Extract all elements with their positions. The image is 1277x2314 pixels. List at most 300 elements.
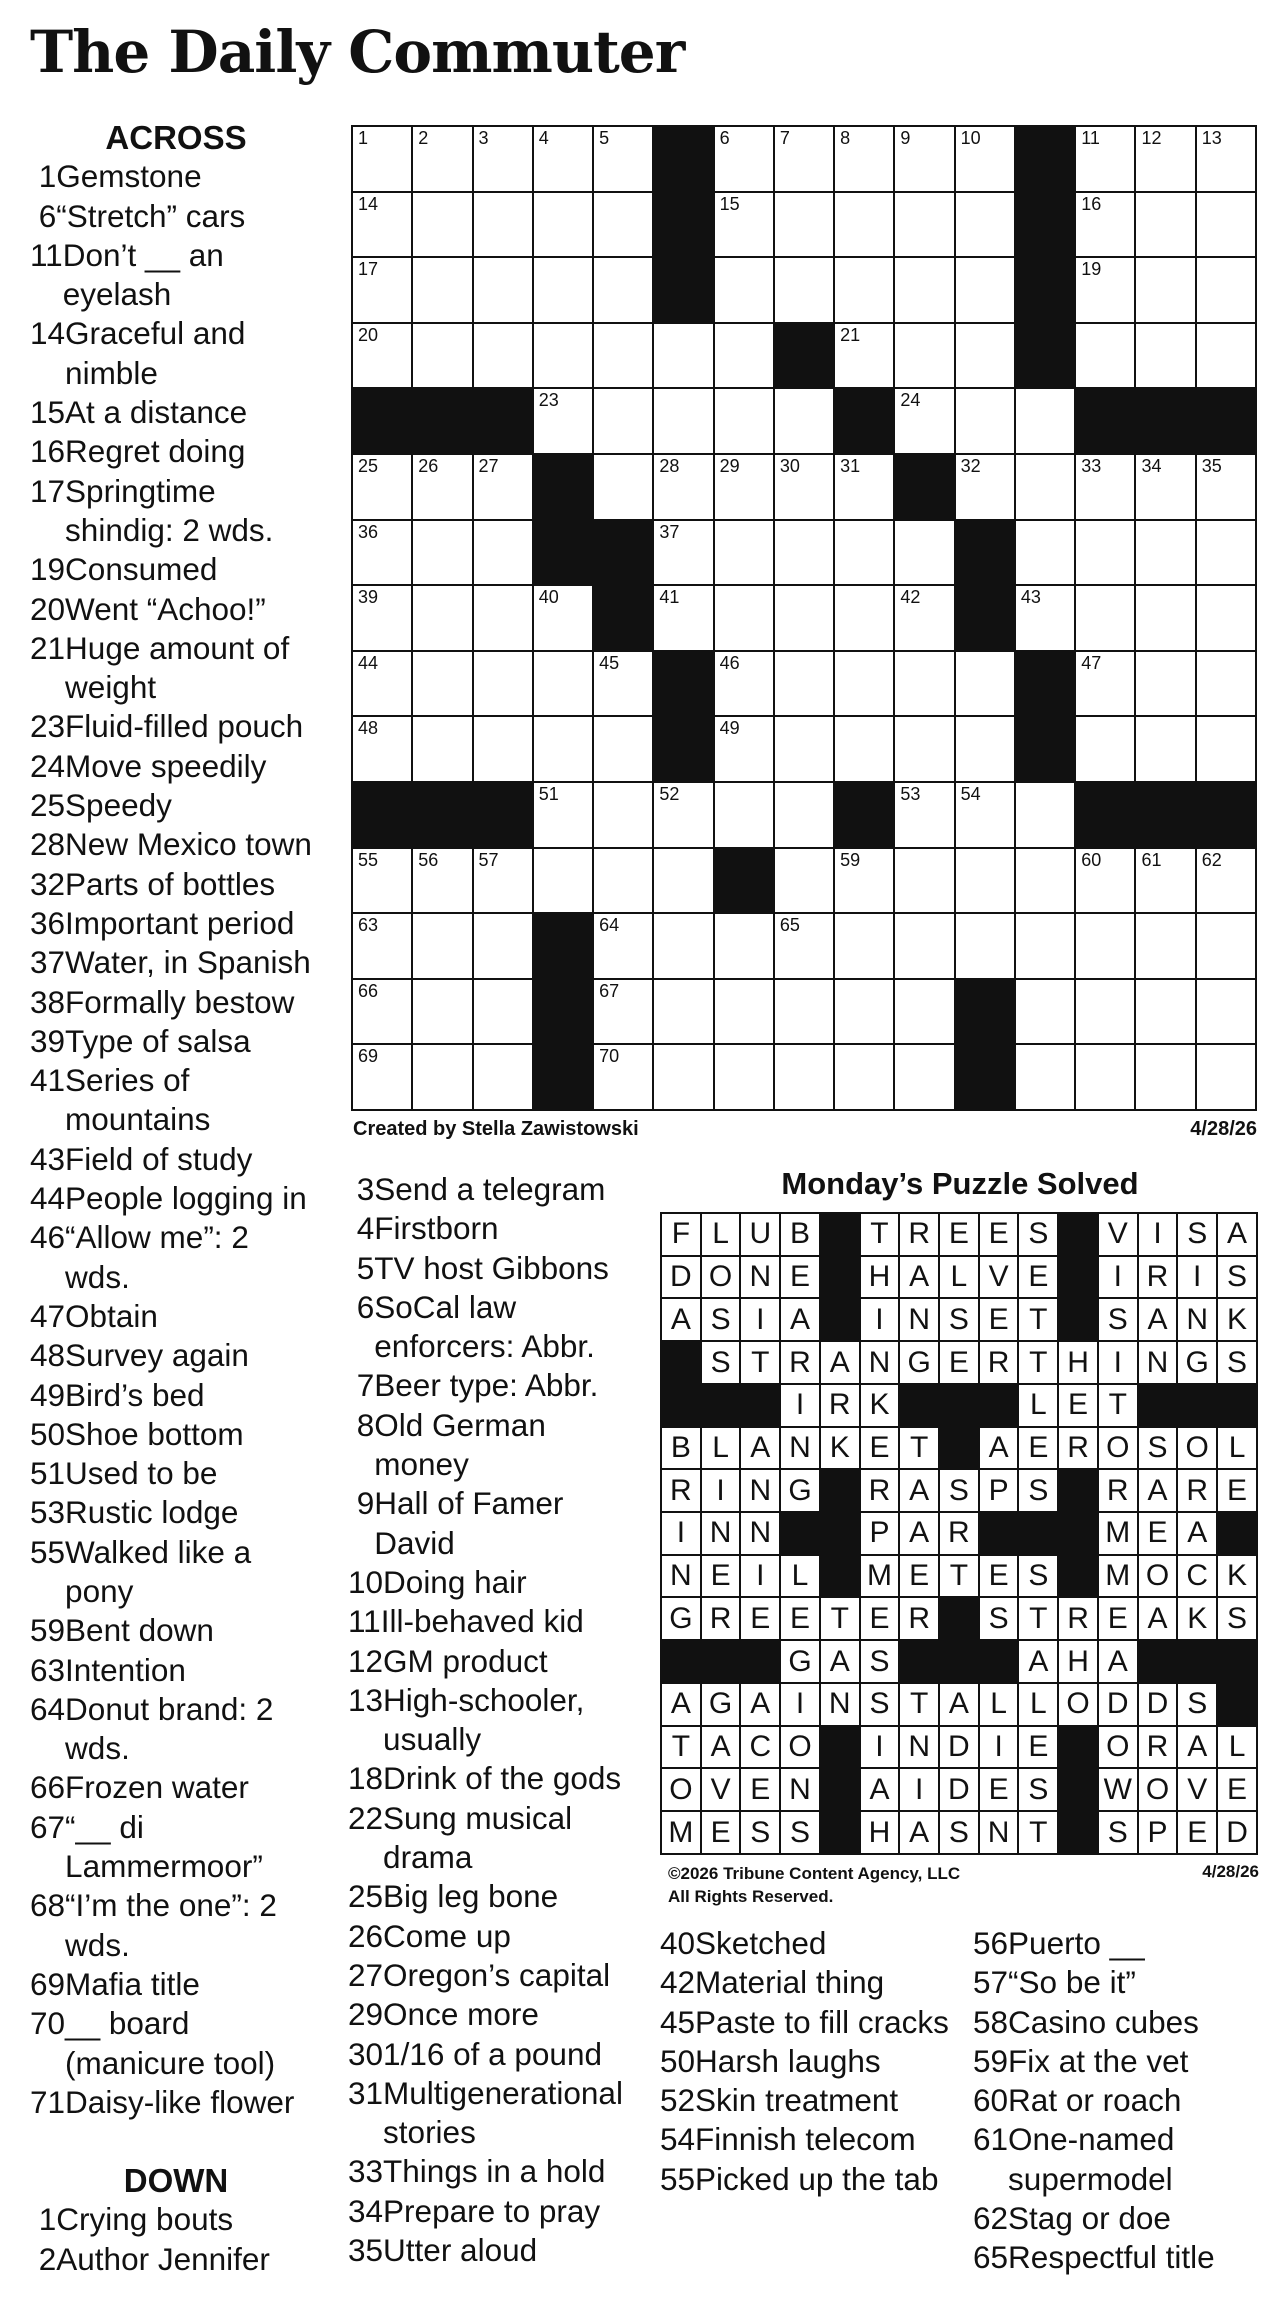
grid-cell[interactable] — [653, 520, 713, 586]
grid-cell[interactable] — [352, 716, 412, 782]
clue-number: 33 — [348, 2153, 384, 2190]
grid-cell[interactable] — [473, 1044, 533, 1110]
grid-cell[interactable] — [1196, 651, 1256, 717]
solution-black-square — [1018, 1512, 1058, 1555]
clue-number: 28 — [30, 826, 66, 863]
grid-cell[interactable] — [1015, 585, 1075, 651]
grid-cell[interactable] — [533, 585, 593, 651]
grid-cell[interactable] — [653, 979, 713, 1045]
grid-cell[interactable] — [774, 585, 834, 651]
solution-letter: E — [860, 1597, 900, 1640]
grid-cell[interactable] — [593, 651, 653, 717]
grid-cell[interactable] — [955, 651, 1015, 717]
grid-cell[interactable] — [1135, 192, 1195, 258]
solution-letter: R — [1058, 1597, 1098, 1640]
grid-cell[interactable] — [533, 716, 593, 782]
grid-cell[interactable] — [1015, 388, 1075, 454]
grid-cell[interactable] — [955, 126, 1015, 192]
grid-cell[interactable] — [533, 192, 593, 258]
grid-cell[interactable] — [412, 257, 472, 323]
grid-cell[interactable] — [834, 192, 894, 258]
grid-cell[interactable] — [1196, 323, 1256, 389]
solution-letter: H — [1058, 1341, 1098, 1384]
solution-black-square — [820, 1298, 860, 1341]
grid-cell[interactable] — [653, 782, 713, 848]
cell-number: 7 — [779, 128, 790, 148]
grid-cell[interactable] — [1196, 1044, 1256, 1110]
solution-black-square — [1058, 1256, 1098, 1299]
grid-cell[interactable] — [1075, 520, 1135, 586]
grid-cell[interactable] — [1075, 585, 1135, 651]
black-square — [774, 323, 834, 389]
grid-cell[interactable] — [1075, 126, 1135, 192]
grid-cell[interactable] — [412, 323, 472, 389]
grid-cell[interactable] — [1135, 454, 1195, 520]
grid-cell[interactable] — [412, 1044, 472, 1110]
clue-number: 7 — [348, 1367, 375, 1404]
grid-cell[interactable] — [412, 520, 472, 586]
grid-cell[interactable] — [955, 257, 1015, 323]
grid-cell[interactable] — [834, 913, 894, 979]
grid-cell[interactable] — [1015, 848, 1075, 914]
grid-cell[interactable] — [1075, 257, 1135, 323]
grid-cell[interactable] — [593, 979, 653, 1045]
solution-black-square — [1058, 1213, 1098, 1256]
grid-cell[interactable] — [714, 126, 774, 192]
grid-cell[interactable] — [1015, 520, 1075, 586]
grid-cell[interactable] — [653, 323, 713, 389]
grid-cell[interactable] — [593, 323, 653, 389]
grid-cell[interactable] — [1075, 323, 1135, 389]
grid-cell[interactable] — [473, 651, 533, 717]
solution-letter: D — [1217, 1811, 1257, 1854]
clue-text: Went “Achoo!” — [65, 590, 266, 627]
solution-letter: I — [899, 1768, 939, 1811]
clue-item — [30, 2004, 322, 2083]
grid-cell[interactable] — [593, 716, 653, 782]
solution-letter: I — [661, 1512, 701, 1555]
clue-number: 55 — [660, 2160, 696, 2197]
cell-number: 28 — [659, 455, 680, 476]
grid-cell[interactable] — [774, 1044, 834, 1110]
grid-cell[interactable] — [473, 979, 533, 1045]
grid-cell[interactable] — [834, 585, 894, 651]
grid-cell[interactable] — [533, 651, 593, 717]
clue-item — [660, 2003, 950, 2042]
grid-cell[interactable] — [894, 1044, 954, 1110]
black-square — [1015, 257, 1075, 323]
grid-cell[interactable] — [473, 716, 533, 782]
solution-letter: S — [979, 1597, 1019, 1640]
black-square — [894, 454, 954, 520]
solution-letter: S — [1217, 1597, 1257, 1640]
grid-cell[interactable] — [1075, 454, 1135, 520]
grid-cell[interactable] — [834, 257, 894, 323]
black-square — [593, 520, 653, 586]
solution-black-square — [939, 1384, 979, 1427]
solution-black-square — [1177, 1384, 1217, 1427]
grid-cell[interactable] — [955, 388, 1015, 454]
solution-black-square — [1217, 1384, 1257, 1427]
grid-cell[interactable] — [412, 848, 472, 914]
grid-cell[interactable] — [593, 782, 653, 848]
grid-cell[interactable] — [352, 323, 412, 389]
grid-cell[interactable] — [352, 1044, 412, 1110]
solution-letter: I — [740, 1298, 780, 1341]
grid-cell[interactable] — [1135, 323, 1195, 389]
solution-letter: S — [1018, 1213, 1058, 1256]
solution-letter: H — [1058, 1640, 1098, 1683]
grid-cell[interactable] — [593, 848, 653, 914]
grid-cell[interactable] — [533, 848, 593, 914]
solution-letter: V — [979, 1256, 1019, 1299]
grid-cell[interactable] — [653, 585, 713, 651]
grid-cell[interactable] — [1135, 913, 1195, 979]
solution-letter: S — [780, 1811, 820, 1854]
clue-item — [30, 1886, 322, 1965]
clue-text: Hall of Famer David — [374, 1485, 564, 1561]
clue-number: 59 — [973, 2042, 1009, 2079]
grid-cell[interactable] — [894, 126, 954, 192]
grid-cell[interactable] — [714, 716, 774, 782]
grid-cell[interactable] — [533, 126, 593, 192]
clue-number: 15 — [30, 394, 66, 431]
grid-cell[interactable] — [352, 848, 412, 914]
grid-cell[interactable] — [1196, 585, 1256, 651]
grid-cell[interactable] — [352, 913, 412, 979]
grid-cell[interactable] — [834, 1044, 894, 1110]
solution-letter: S — [1018, 1555, 1058, 1598]
grid-cell[interactable] — [894, 257, 954, 323]
grid-cell[interactable] — [714, 979, 774, 1045]
solution-letter: S — [1018, 1768, 1058, 1811]
grid-cell[interactable] — [653, 848, 713, 914]
grid-cell[interactable] — [714, 192, 774, 258]
solution-black-square — [979, 1384, 1019, 1427]
grid-cell[interactable] — [473, 454, 533, 520]
clue-item — [348, 1642, 638, 1681]
grid-cell[interactable] — [653, 454, 713, 520]
clue-text: Sketched — [695, 1925, 827, 1961]
grid-cell[interactable] — [593, 454, 653, 520]
clue-number: 18 — [348, 1760, 384, 1797]
grid-cell[interactable] — [593, 913, 653, 979]
grid-cell[interactable] — [533, 257, 593, 323]
grid-cell[interactable] — [1135, 520, 1195, 586]
clue-number: 8 — [348, 1406, 375, 1443]
clue-item — [30, 1533, 322, 1612]
grid-cell[interactable] — [714, 585, 774, 651]
grid-cell[interactable] — [714, 520, 774, 586]
grid-cell[interactable] — [774, 388, 834, 454]
grid-cell[interactable] — [774, 192, 834, 258]
grid-cell[interactable] — [894, 520, 954, 586]
solution-letter: A — [661, 1298, 701, 1341]
down-clues-column-3 — [660, 1924, 950, 2199]
grid-cell[interactable] — [955, 454, 1015, 520]
grid-cell[interactable] — [894, 913, 954, 979]
grid-cell[interactable] — [473, 585, 533, 651]
solution-letter: A — [1018, 1640, 1058, 1683]
grid-cell[interactable] — [714, 651, 774, 717]
grid-cell[interactable] — [774, 126, 834, 192]
grid-cell[interactable] — [412, 979, 472, 1045]
solution-letter: N — [899, 1298, 939, 1341]
across-clue-list — [30, 157, 322, 2122]
grid-cell[interactable] — [352, 979, 412, 1045]
grid-cell[interactable] — [955, 848, 1015, 914]
grid-cell[interactable] — [653, 913, 713, 979]
solution-letter: G — [661, 1597, 701, 1640]
grid-cell[interactable] — [1135, 848, 1195, 914]
grid-cell[interactable] — [894, 388, 954, 454]
grid-cell[interactable] — [593, 192, 653, 258]
clue-number: 59 — [30, 1612, 66, 1649]
grid-cell[interactable] — [412, 651, 472, 717]
grid-cell[interactable] — [1075, 979, 1135, 1045]
grid-cell[interactable] — [352, 651, 412, 717]
grid-cell[interactable] — [894, 651, 954, 717]
grid-cell[interactable] — [653, 388, 713, 454]
clue-text: Casino cubes — [1008, 2003, 1199, 2040]
solution-letter: V — [1098, 1213, 1138, 1256]
grid-cell[interactable] — [714, 1044, 774, 1110]
solution-letter: I — [860, 1298, 900, 1341]
black-square — [1015, 126, 1075, 192]
grid-cell[interactable] — [1196, 716, 1256, 782]
grid-cell[interactable] — [352, 192, 412, 258]
grid-cell[interactable] — [1196, 454, 1256, 520]
grid-cell[interactable] — [1075, 716, 1135, 782]
grid-cell[interactable] — [352, 126, 412, 192]
solution-letter: P — [860, 1512, 900, 1555]
grid-cell[interactable] — [774, 913, 834, 979]
clue-number: 41 — [30, 1062, 66, 1099]
solution-letter: R — [1058, 1427, 1098, 1470]
solution-letter: T — [899, 1683, 939, 1726]
solution-letter: A — [860, 1768, 900, 1811]
grid-cell[interactable] — [955, 782, 1015, 848]
grid-cell[interactable] — [1075, 913, 1135, 979]
grid-cell[interactable] — [1135, 585, 1195, 651]
clue-text: Paste to fill cracks — [695, 2003, 949, 2040]
grid-cell[interactable] — [473, 126, 533, 192]
solution-black-square — [1058, 1469, 1098, 1512]
grid-cell[interactable] — [774, 454, 834, 520]
grid-cell[interactable] — [1135, 979, 1195, 1045]
grid-cell[interactable] — [352, 585, 412, 651]
grid-cell[interactable] — [533, 388, 593, 454]
grid-cell[interactable] — [955, 323, 1015, 389]
solution-letter: T — [661, 1726, 701, 1769]
grid-cell[interactable] — [1196, 192, 1256, 258]
clue-number: 11 — [30, 236, 63, 273]
grid-cell[interactable] — [533, 323, 593, 389]
solution-letter: E — [979, 1213, 1019, 1256]
solution-letter: O — [780, 1726, 820, 1769]
grid-cell[interactable] — [1015, 913, 1075, 979]
grid-cell[interactable] — [412, 716, 472, 782]
grid-cell[interactable] — [894, 848, 954, 914]
solution-letter: E — [1058, 1384, 1098, 1427]
grid-cell[interactable] — [1196, 257, 1256, 323]
grid-cell[interactable] — [1075, 651, 1135, 717]
grid-cell[interactable] — [714, 257, 774, 323]
grid-cell[interactable] — [774, 520, 834, 586]
clue-text: Ill-behaved kid — [380, 1603, 584, 1640]
grid-cell[interactable] — [653, 1044, 713, 1110]
clue-text: Don’t __ an eyelash — [62, 236, 224, 313]
grid-cell[interactable] — [955, 716, 1015, 782]
cell-number: 26 — [418, 455, 439, 476]
grid-cell[interactable] — [834, 520, 894, 586]
grid-cell[interactable] — [834, 716, 894, 782]
grid-cell[interactable] — [473, 913, 533, 979]
grid-cell[interactable] — [593, 126, 653, 192]
clue-item — [30, 2200, 322, 2239]
clue-text: Finnish telecom — [695, 2121, 916, 2158]
solution-letter: M — [860, 1555, 900, 1598]
grid-cell[interactable] — [1075, 848, 1135, 914]
clue-number: 12 — [348, 1642, 384, 1679]
black-square — [533, 913, 593, 979]
grid-cell[interactable] — [894, 716, 954, 782]
black-square — [955, 585, 1015, 651]
grid-cell[interactable] — [1135, 126, 1195, 192]
cell-number: 54 — [960, 783, 981, 804]
cell-number: 49 — [719, 718, 740, 739]
grid-cell[interactable] — [834, 848, 894, 914]
grid-cell[interactable] — [894, 782, 954, 848]
grid-cell[interactable] — [714, 454, 774, 520]
grid-cell[interactable] — [834, 651, 894, 717]
grid-cell[interactable] — [955, 913, 1015, 979]
grid-cell[interactable] — [473, 257, 533, 323]
cell-number: 27 — [478, 455, 499, 476]
clue-number: 21 — [30, 629, 66, 666]
grid-cell[interactable] — [834, 979, 894, 1045]
cell-number: 15 — [719, 193, 740, 214]
grid-cell[interactable] — [533, 782, 593, 848]
grid-cell[interactable] — [774, 716, 834, 782]
grid-cell[interactable] — [1135, 1044, 1195, 1110]
cell-number: 48 — [358, 718, 379, 739]
solution-letter: G — [780, 1469, 820, 1512]
grid-cell[interactable] — [774, 651, 834, 717]
clue-item — [348, 1759, 638, 1798]
clue-text: Firstborn — [374, 1210, 499, 1247]
clue-item — [973, 2081, 1263, 2120]
grid-cell[interactable] — [593, 257, 653, 323]
grid-cell[interactable] — [412, 126, 472, 192]
grid-cell[interactable] — [1015, 454, 1075, 520]
grid-cell[interactable] — [1196, 979, 1256, 1045]
solution-letter: E — [979, 1298, 1019, 1341]
solution-black-square — [939, 1427, 979, 1470]
grid-cell[interactable] — [1135, 257, 1195, 323]
clue-text: Material thing — [695, 1964, 885, 2001]
grid-cell[interactable] — [1015, 979, 1075, 1045]
clue-number: 53 — [30, 1494, 66, 1531]
crossword-grid[interactable] — [351, 125, 1257, 1111]
grid-cell[interactable] — [834, 323, 894, 389]
solution-letter: I — [740, 1555, 780, 1598]
grid-cell[interactable] — [1015, 1044, 1075, 1110]
clue-text: GM product — [383, 1642, 548, 1679]
grid-cell[interactable] — [774, 782, 834, 848]
grid-cell[interactable] — [714, 913, 774, 979]
grid-cell[interactable] — [412, 913, 472, 979]
solution-black-square — [1138, 1384, 1178, 1427]
grid-cell[interactable] — [412, 192, 472, 258]
solution-letter: W — [1098, 1768, 1138, 1811]
grid-cell[interactable] — [473, 848, 533, 914]
grid-cell[interactable] — [473, 323, 533, 389]
solution-letter: L — [979, 1683, 1019, 1726]
black-square — [352, 782, 412, 848]
clue-text: Author Jennifer — [56, 2240, 270, 2277]
clue-number: 26 — [348, 1917, 384, 1954]
grid-cell[interactable] — [894, 979, 954, 1045]
grid-cell[interactable] — [834, 126, 894, 192]
grid-cell[interactable] — [714, 388, 774, 454]
grid-cell[interactable] — [894, 585, 954, 651]
grid-cell[interactable] — [714, 323, 774, 389]
clue-item — [973, 2199, 1263, 2238]
grid-cell[interactable] — [774, 979, 834, 1045]
grid-cell[interactable] — [593, 1044, 653, 1110]
grid-cell[interactable] — [714, 782, 774, 848]
grid-cell[interactable] — [774, 257, 834, 323]
solution-letter: D — [939, 1726, 979, 1769]
clue-text: At a distance — [65, 394, 248, 431]
grid-cell[interactable] — [1196, 520, 1256, 586]
clue-item — [30, 1140, 322, 1179]
solution-letter: E — [860, 1427, 900, 1470]
solution-letter: I — [860, 1726, 900, 1769]
clue-text: __ board (manicure tool) — [65, 2005, 276, 2081]
grid-cell[interactable] — [1075, 192, 1135, 258]
grid-cell[interactable] — [1196, 848, 1256, 914]
grid-cell[interactable] — [774, 848, 834, 914]
grid-cell[interactable] — [412, 585, 472, 651]
clue-text: Consumed — [65, 551, 218, 588]
grid-cell[interactable] — [1196, 913, 1256, 979]
grid-cell[interactable] — [1196, 126, 1256, 192]
grid-cell[interactable] — [412, 454, 472, 520]
cell-number: 4 — [538, 128, 549, 148]
grid-cell[interactable] — [593, 388, 653, 454]
grid-cell[interactable] — [894, 192, 954, 258]
grid-cell[interactable] — [1135, 716, 1195, 782]
grid-cell[interactable] — [352, 454, 412, 520]
grid-cell[interactable] — [352, 257, 412, 323]
grid-cell[interactable] — [834, 454, 894, 520]
grid-cell[interactable] — [894, 323, 954, 389]
grid-cell[interactable] — [473, 520, 533, 586]
grid-cell[interactable] — [473, 192, 533, 258]
grid-cell[interactable] — [1135, 651, 1195, 717]
solution-letter: N — [780, 1768, 820, 1811]
solution-letter: C — [1177, 1555, 1217, 1598]
clue-number: 49 — [30, 1376, 66, 1413]
clue-item — [660, 2120, 950, 2159]
grid-cell[interactable] — [955, 192, 1015, 258]
grid-cell[interactable] — [352, 520, 412, 586]
solution-letter: N — [1138, 1341, 1178, 1384]
grid-cell[interactable] — [1015, 782, 1075, 848]
grid-cell[interactable] — [1075, 1044, 1135, 1110]
